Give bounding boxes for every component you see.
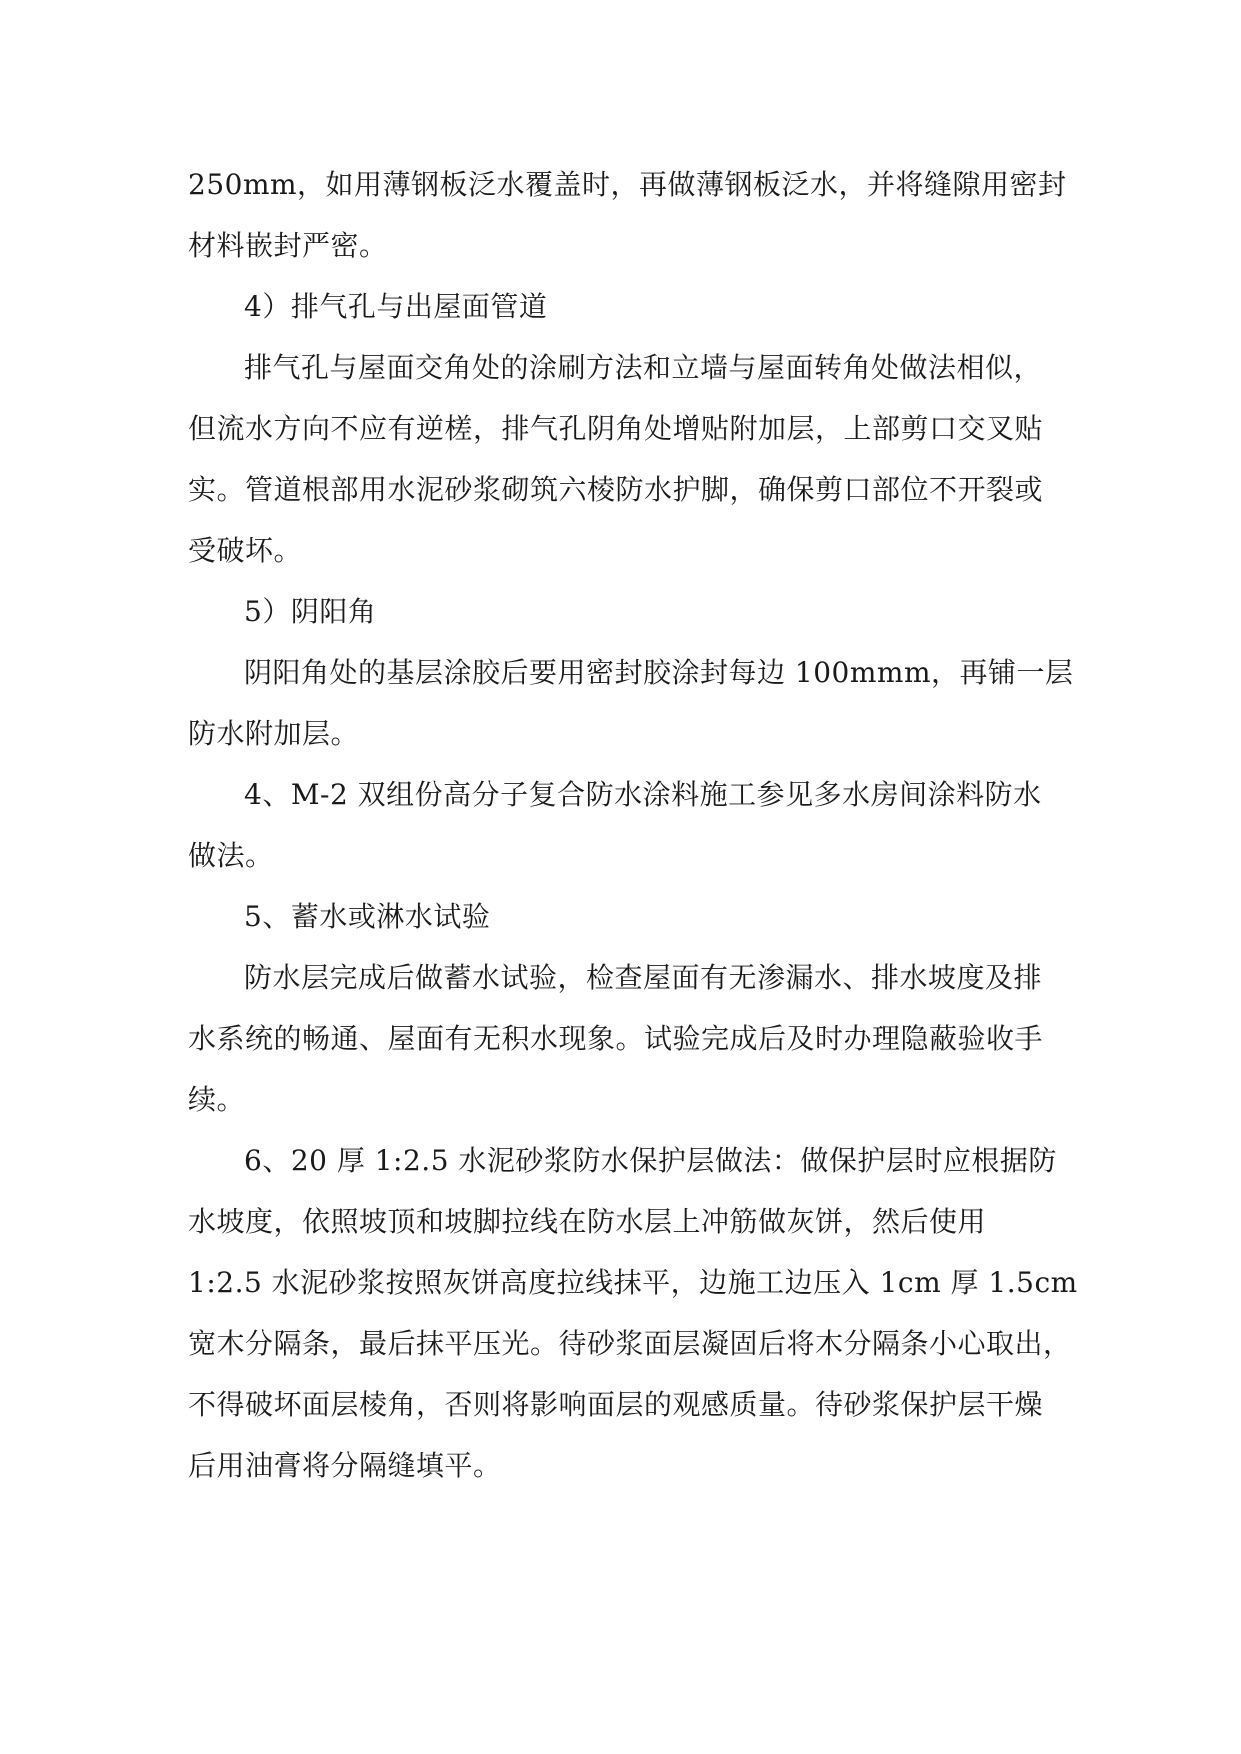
paragraph-m2-coating xyxy=(188,764,1058,886)
paragraph-water-test xyxy=(188,947,1058,1130)
text-line: 水坡度，依照坡顶和坡脚拉线在防水层上冲筋做灰饼，然后使用 xyxy=(188,1205,987,1238)
paragraph-corners xyxy=(188,642,1074,764)
text-line: 后用油膏将分隔缝填平。 xyxy=(188,1449,502,1482)
paragraph-vent-holes xyxy=(188,337,1058,581)
text-line: 阴阳角处的基层涂胶后要用密封胶涂封每边 100mmm，再铺一层 xyxy=(244,656,1074,689)
text-line: 防水附加层。 xyxy=(188,717,360,750)
text-line: 1:2.5 水泥砂浆按照灰饼高度拉线抹平，边施工边压入 1cm 厚 1.5cm xyxy=(188,1266,1078,1299)
heading-vent-holes xyxy=(188,276,1058,337)
text-line: 不得破坏面层棱角，否则将影响面层的观感质量。待砂浆保护层干燥 xyxy=(188,1388,1044,1421)
text-line: 受破坏。 xyxy=(188,534,303,567)
paragraph-protective-layer xyxy=(188,1130,1078,1496)
text-line: 材料嵌封严密。 xyxy=(188,229,388,262)
text-line: 实。管道根部用水泥砂浆砌筑六棱防水护脚，确保剪口部位不开裂或 xyxy=(188,473,1044,506)
text-line: 防水层完成后做蓄水试验，检查屋面有无渗漏水、排水坡度及排 xyxy=(244,961,1043,994)
text-line: 宽木分隔条，最后抹平压光。待砂浆面层凝固后将木分隔条小心取出， xyxy=(188,1327,1072,1360)
text-line: 做法。 xyxy=(188,839,274,872)
text-line: 6、20 厚 1:2.5 水泥砂浆防水保护层做法：做保护层时应根据防 xyxy=(244,1144,1057,1177)
text-line: 4）排气孔与出屋面管道 xyxy=(244,290,548,323)
text-line: 5）阴阳角 xyxy=(244,595,377,628)
document-page xyxy=(188,154,1078,1496)
text-line: 250mm，如用薄钢板泛水覆盖时，再做薄钢板泛水，并将缝隙用密封 xyxy=(188,168,1067,201)
paragraph-flashing-continuation xyxy=(188,154,1067,276)
text-line: 但流水方向不应有逆槎，排气孔阴角处增贴附加层，上部剪口交叉贴 xyxy=(188,412,1044,445)
text-line: 水系统的畅通、屋面有无积水现象。试验完成后及时办理隐蔽验收手 xyxy=(188,1022,1044,1055)
text-line: 续。 xyxy=(188,1083,246,1116)
text-line: 排气孔与屋面交角处的涂刷方法和立墙与屋面转角处做法相似， xyxy=(244,351,1043,384)
text-line: 5、蓄水或淋水试验 xyxy=(244,900,491,933)
heading-corners xyxy=(188,581,1058,642)
text-line: 4、M-2 双组份高分子复合防水涂料施工参见多水房间涂料防水 xyxy=(244,778,1042,811)
heading-water-test xyxy=(188,886,1058,947)
